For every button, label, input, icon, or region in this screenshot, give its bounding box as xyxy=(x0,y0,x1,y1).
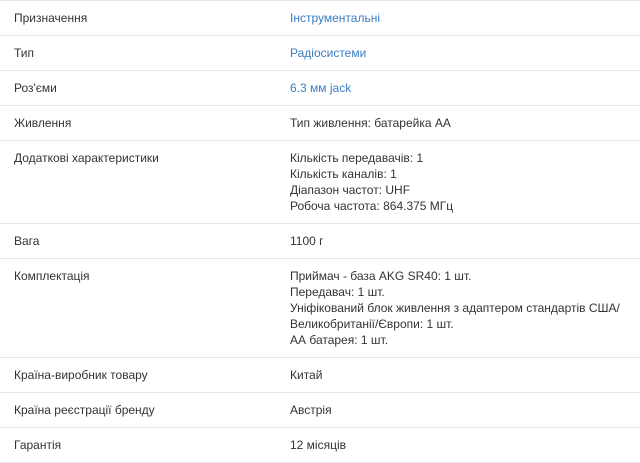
spec-label: Комплектація xyxy=(14,269,90,283)
spec-value-line: 12 місяців xyxy=(290,438,347,452)
spec-value-line: Китай xyxy=(290,368,323,382)
spec-label: Роз'єми xyxy=(14,81,57,95)
spec-row xyxy=(0,428,640,463)
spec-value xyxy=(290,71,640,106)
spec-value-link[interactable]: Радіосистеми xyxy=(290,46,367,60)
spec-label: Країна-виробник товару xyxy=(14,368,148,382)
spec-value-line: Робоча частота: 864.375 МГц xyxy=(290,199,454,213)
spec-value-line: Тип живлення: батарейка AA xyxy=(290,116,451,130)
spec-value-line: Приймач - база AKG SR40: 1 шт. xyxy=(290,269,472,283)
spec-label: Додаткові характеристики xyxy=(14,151,159,165)
spec-value xyxy=(290,36,640,71)
spec-value-line: Уніфікований блок живлення з адаптером стандартів США/ xyxy=(290,301,620,315)
spec-value-line: Діапазон частот: UHF xyxy=(290,183,411,197)
spec-label: Тип xyxy=(14,46,35,60)
spec-value xyxy=(290,428,640,463)
spec-row xyxy=(0,106,640,141)
spec-value xyxy=(290,358,640,393)
spec-row xyxy=(0,71,640,106)
spec-label: Гарантія xyxy=(14,438,62,452)
spec-label: Призначення xyxy=(14,11,88,25)
spec-label: Живлення xyxy=(14,116,72,130)
spec-value-line: Кількість передавачів: 1 xyxy=(290,151,424,165)
spec-value xyxy=(290,1,640,36)
spec-value-line: Передавач: 1 шт. xyxy=(290,285,385,299)
spec-row xyxy=(0,259,640,358)
spec-value xyxy=(290,259,640,358)
spec-row xyxy=(0,393,640,428)
spec-row xyxy=(0,141,640,224)
spec-label: Вага xyxy=(14,234,40,248)
spec-row xyxy=(0,36,640,71)
spec-value-line: 1100 г xyxy=(290,234,324,248)
spec-table-body xyxy=(0,1,640,463)
spec-value-line: Великобританії/Європи: 1 шт. xyxy=(290,317,454,331)
spec-value xyxy=(290,106,640,141)
spec-value-line: Кількість каналів: 1 xyxy=(290,167,397,181)
spec-value xyxy=(290,393,640,428)
spec-value xyxy=(290,141,640,224)
spec-value-line: АА батарея: 1 шт. xyxy=(290,333,389,347)
spec-row xyxy=(0,1,640,36)
spec-row xyxy=(0,358,640,393)
spec-value xyxy=(290,224,640,259)
spec-value-line: Австрія xyxy=(290,403,332,417)
spec-value-link[interactable]: 6.3 мм jack xyxy=(290,81,352,95)
spec-value-link[interactable]: Інструментальні xyxy=(290,11,380,25)
spec-row xyxy=(0,224,640,259)
spec-label: Країна реєстрації бренду xyxy=(14,403,155,417)
